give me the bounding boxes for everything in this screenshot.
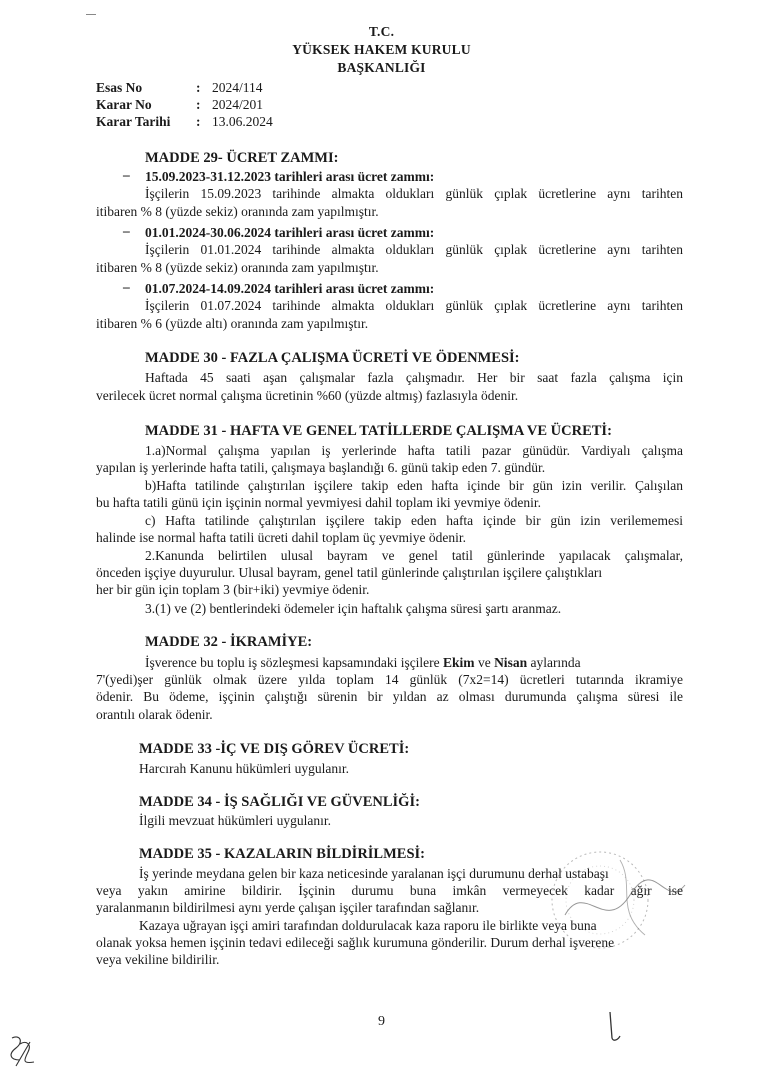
article-33-heading: MADDE 33 -İÇ VE DIŞ GÖREV ÜCRETİ: [139, 741, 410, 757]
article-29-item-3-title: 01.07.2024-14.09.2024 tarihleri arası ücret zammı: [145, 281, 435, 296]
stamp-seal [525, 840, 695, 980]
text-run: aylarında [527, 655, 581, 670]
article-29-item-2-line-2: itibaren % 8 (yüzde sekiz) oranında zam yapılmıştır. [96, 260, 379, 275]
meta-colon: : [196, 97, 201, 112]
header-tc: T.C. [368, 24, 395, 39]
article-29-item-1-line-2: itibaren % 8 (yüzde sekiz) oranında zam yapılmıştır. [96, 204, 379, 219]
article-32-heading: MADDE 32 - İKRAMİYE: [145, 634, 313, 650]
article-30-heading: MADDE 30 - FAZLA ÇALIŞMA ÜCRETİ VE ÖDENMESİ: [145, 350, 520, 366]
article-29-item-2-line-1: İşçilerin 01.01.2024 tarihinde almakta oldukları günlük çıplak ücretlerine aynı tarihten [145, 242, 683, 257]
article-32-line-3: ödenir. Bu ödeme, işçinin çalıştığı sürenin bir yıldan az olması durumunda çalışma süresi ile [96, 689, 683, 704]
article-35-line: yaralanmanın bildirilmesi aynı yerde çalışan işçiler tarafından sağlanır. [96, 900, 480, 915]
meta-colon: : [196, 80, 201, 95]
article-34-line-1: İlgili mevzuat hükümleri uygulanır. [139, 813, 331, 828]
article-29-item-1-line-1: İşçilerin 15.09.2023 tarihinde almakta oldukları günlük çıplak ücretlerine aynı tarihten [145, 186, 683, 201]
month-nisan: Nisan [494, 655, 528, 670]
dash-bullet: – [123, 279, 130, 294]
corner-initials-mark [6, 1030, 40, 1070]
meta-colon: : [196, 114, 201, 129]
article-34-heading: MADDE 34 - İŞ SAĞLIĞI VE GÜVENLİĞİ: [139, 794, 420, 810]
article-31-line: halinde ise normal hafta tatili ücreti dahil toplam üç yevmiye ödenir. [96, 530, 467, 545]
article-31-line: 1.a)Normal çalışma yapılan iş yerlerinde hafta tatili pazar günüdür. Vardiyalı çalışma [145, 443, 683, 458]
article-31-line: b)Hafta tatilinde çalıştırılan işçilere takip eden hafta içinde bir gün izin verilir. Çalışılan [145, 478, 683, 493]
article-29-item-1-title: 15.09.2023-31.12.2023 tarihleri arası ücret zammı: [145, 169, 435, 184]
page-number: 9 [378, 1014, 385, 1029]
article-29-item-3-line-1: İşçilerin 01.07.2024 tarihinde almakta oldukları günlük çıplak ücretlerine aynı tarihten [145, 298, 683, 313]
meta-key: Esas No [96, 80, 143, 95]
article-29-item-2-title: 01.01.2024-30.06.2024 tarihleri arası ücret zammı: [145, 225, 435, 240]
dash-bullet: – [123, 223, 130, 238]
article-35-line: veya yakın amirine bildirir. İşçinin durumu buna imkân vermeyecek kadar ağır ise [96, 883, 683, 898]
dash-bullet: – [123, 167, 130, 182]
article-29-item-3-line-2: itibaren % 6 (yüzde altı) oranında zam yapılmıştır. [96, 316, 369, 331]
article-30-line-1: Haftada 45 saati aşan çalışmalar fazla çalışmadır. Her bir saat fazla çalışma için [145, 370, 683, 385]
text-run: İşverence bu toplu iş sözleşmesi kapsamındaki işçilere [145, 655, 444, 670]
article-31-line: 2.Kanunda belirtilen ulusal bayram ve genel tatil günlerinde yapılacak çalışmalar, [145, 548, 683, 563]
meta-row-esas [96, 80, 263, 96]
header-institution: YÜKSEK HAKEM KURULU [292, 42, 471, 57]
article-31-heading: MADDE 31 - HAFTA VE GENEL TATİLLERDE ÇALIŞMA VE ÜCRETİ: [145, 423, 612, 439]
hole-punch-mark [86, 14, 96, 15]
meta-value: 2024/114 [212, 80, 263, 95]
article-32-line-2: 7'(yedi)şer günlük olmak üzere yılda toplam 14 günlük (7x2=14) ücretleri tutarında ikramiye [96, 672, 683, 687]
meta-key: Karar No [96, 97, 152, 112]
meta-value: 13.06.2024 [212, 114, 273, 129]
article-35-line: olanak yoksa hemen işçinin tedavi edileceği sağlık kurumuna gönderilir. Durum derhal işverene [96, 935, 615, 950]
article-32-line-4: orantılı olarak ödenir. [96, 707, 213, 722]
article-29-heading: MADDE 29- ÜCRET ZAMMI: [145, 150, 339, 166]
article-31-line: bu hafta tatili günü için işçinin normal yevmiyesi dahil toplam iki yevmiye ödenir. [96, 495, 542, 510]
article-30-line-2: verilecek ücret normal çalışma ücretinin %60 (yüzde altmış) fazlasıyla ödenir. [96, 388, 519, 403]
article-35-heading: MADDE 35 - KAZALARIN BİLDİRİLMESİ: [139, 846, 425, 862]
month-ekim: Ekim [443, 655, 475, 670]
meta-key: Karar Tarihi [96, 114, 171, 129]
article-31-line: her bir gün için toplam 3 (bir+iki) yevmiye ödenir. [96, 582, 370, 597]
article-32-line-1 [145, 654, 683, 671]
article-31-line: yapılan iş yerlerinde hafta tatili, çalışmaya başlandığı 6. günü takip eden 7. gündür. [96, 460, 546, 475]
article-33-line-1: Harcırah Kanunu hükümleri uygulanır. [139, 761, 349, 776]
article-31-line: c) Hafta tatilinde çalıştırılan işçilere takip eden hafta içinde bir gün izin verilememesi [145, 513, 683, 528]
meta-value: 2024/201 [212, 97, 264, 112]
article-31-line: 3.(1) ve (2) bentlerindeki ödemeler için haftalık çalışma süresi şartı aranmaz. [145, 601, 562, 616]
text-run: ve [474, 655, 495, 670]
meta-row-tarih [96, 114, 273, 130]
article-35-line: veya vekiline bildirilir. [96, 952, 220, 967]
header-department: BAŞKANLIĞI [337, 60, 426, 75]
article-35-line: İş yerinde meydana gelen bir kaza neticesinde yaralanan işçi durumunu derhal ustabaşı [139, 866, 609, 881]
article-31-line: önceden işçiye duyurulur. Ulusal bayram, genel tatil günlerinde çalıştırılan işçilere çalıştıkları [96, 565, 603, 580]
meta-row-karar [96, 97, 263, 113]
article-35-line: Kazaya uğrayan işçi amiri tarafından doldurulacak kaza raporu ile birlikte veya buna [139, 918, 597, 933]
